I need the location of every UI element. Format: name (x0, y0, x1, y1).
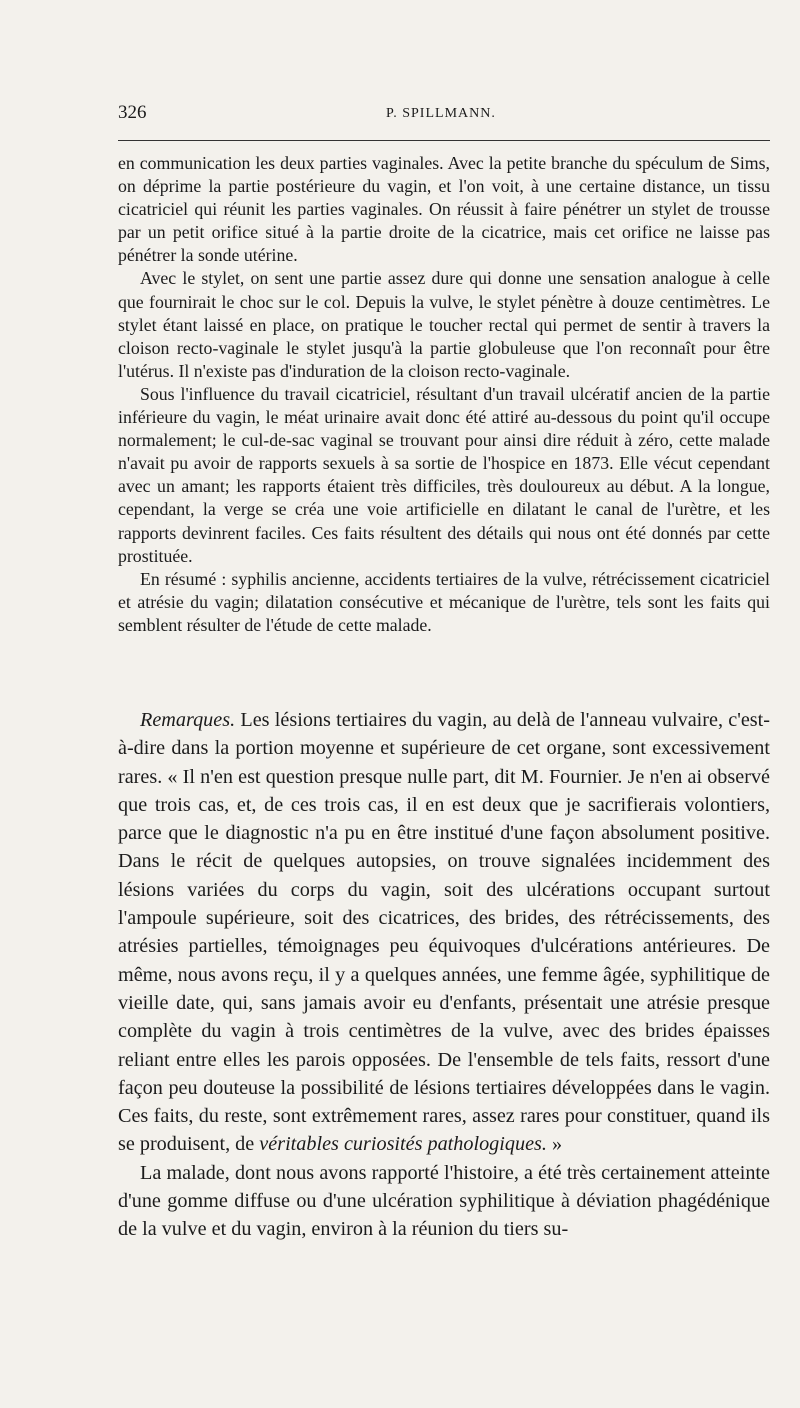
running-head: P. SPILLMANN. (386, 106, 496, 121)
case-observation (118, 152, 770, 637)
remarks-section (118, 706, 770, 1244)
paragraph: En résumé : syphilis ancienne, accidents tertiaires de la vulve, rétrécissement cicatriciel et atrésie du vagin; dilatation consécutive et mécanique de l'urètre, tels sont les faits qui semblent résulter de l'étude de cette malade. (118, 568, 770, 635)
remarks-text-end: » (546, 1133, 563, 1156)
page-header (118, 102, 770, 132)
page-number: 326 (118, 102, 147, 123)
paragraph: Sous l'influence du travail cicatriciel, résultant d'un travail ulcératif ancien de la partie inférieure du vagin, le méat urinaire avait donc été attiré au-dessous du point qu'il occupe normalement; le cul-de-sac vaginal se trouvant pour ainsi dire réduit à zéro, cette malade n'avait pu avoir de rapports sexuels à sa sortie de l'hospice en 1873. Elle vécut cependant avec un amant; les rapports étaient très difficiles, très douloureux au début. A la longue, cependant, la verge se créa une voie artificielle en dilatant le canal de l'urètre, et les rapports devinrent faciles. Ces faits résultent des détails qui nous ont été donnés par cette prostituée. (118, 383, 770, 566)
paragraph: en communication les deux parties vaginales. Avec la petite branche du spéculum de Sims, on déprime la partie postérieure du vagin, et l'on voit, à une certaine distance, un tissu cicatriciel qui réunit les parties vaginales. On réussit à faire pénétrer un stylet de trousse par un petit orifice situé à la partie droite de la cicatrice, mais cet orifice ne laisse pas pénétrer la sonde utérine. (118, 153, 770, 266)
closing-paragraph: La malade, dont nous avons rapporté l'histoire, a été très certainement atteinte d'une gomme diffuse ou d'une ulcération syphilitique à déviation phagédénique de la vulve et du vagin, environ à la réunion du tiers su- (118, 1161, 770, 1241)
paragraph: Avec le stylet, on sent une partie assez dure qui donne une sensation analogue à celle que fournirait le choc sur le col. Depuis la vulve, le stylet pénètre à douze centimètres. Le stylet étant laissé en place, on pratique le toucher rectal qui permet de sentir à travers la cloison recto-vaginale le stylet jusqu'à la partie globuleuse que l'on reconnaît pour être l'utérus. Il n'existe pas d'induration de la cloison recto-vaginale. (118, 268, 770, 381)
remarks-heading: Remarques. (140, 709, 236, 731)
remarks-paragraph (118, 706, 770, 1159)
remarks-emphasis: véritables curiosités pathologiques. (259, 1133, 547, 1156)
remarks-text: Les lésions tertiaires du vagin, au delà de l'anneau vulvaire, c'est-à-dire dans la portion moyenne et supérieure de cet organe, sont excessivement rares. « Il n'en est question presque nulle part, dit M. Fournier. Je n'en ai observé que trois cas, et, de ces trois cas, il en est deux que je sacrifierais volontiers, parce que le diagnostic n'a pu en être institué d'une façon absolument positive. Dans le récit de quelques autopsies, on trouve signalées incidemment des lésions variées du corps du vagin, soit des ulcérations occupant surtout l'ampoule supérieure, soit des cicatrices, des brides, des rétrécissements, des atrésies partielles, témoignages peu équivoques d'ulcérations antérieures. De même, nous avons reçu, il y a quelques années, une femme âgée, syphilitique de vieille date, qui, sans jamais avoir eu d'enfants, présentait une atrésie presque complète du vagin à trois centimètres de la vulve, avec des brides épaisses reliant entre elles les parois opposées. De l'ensemble de tels faits, ressort d'une façon peu douteuse la possibilité de lésions tertiaires développées dans le vagin. Ces faits, du reste, sont extrêmement rares, assez rares pour constituer, quand ils se produisent, de (118, 709, 770, 1156)
header-rule (118, 140, 770, 141)
